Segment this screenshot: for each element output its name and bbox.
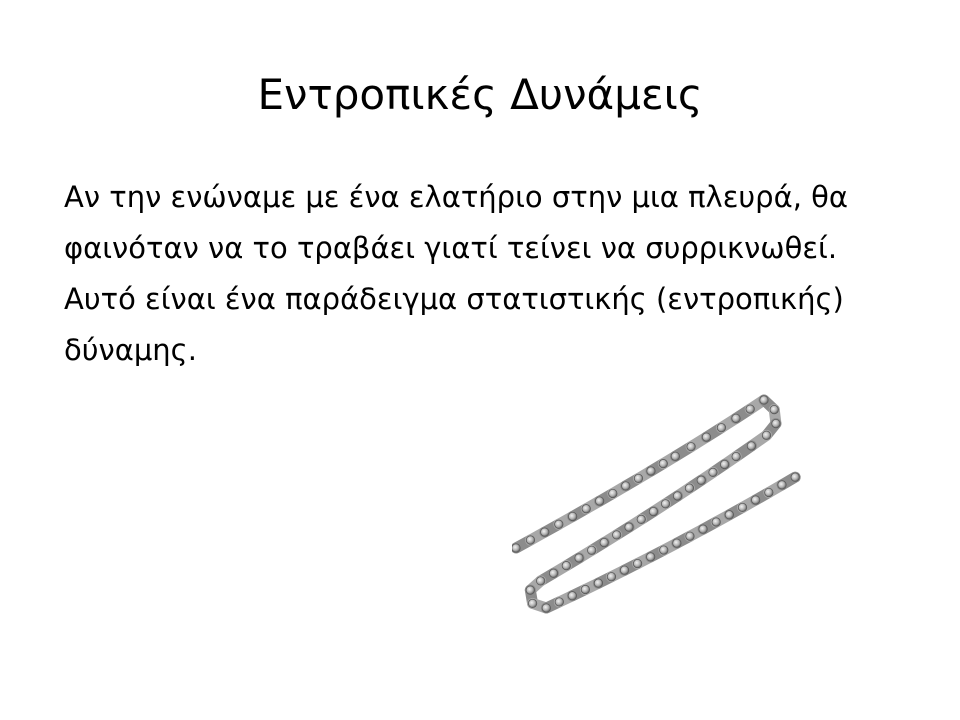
- chain-pin: [647, 467, 655, 475]
- chain-pin: [634, 474, 642, 482]
- chain-pin: [568, 592, 576, 600]
- chain-pin: [686, 532, 694, 540]
- chain-pin: [649, 507, 657, 515]
- chain-pin: [581, 585, 589, 593]
- chain-pin: [725, 511, 733, 519]
- chain-pin: [765, 488, 773, 496]
- chain-pin: [770, 405, 778, 413]
- chain-pin: [659, 459, 667, 467]
- chain-pin: [542, 604, 550, 612]
- chain-pin: [732, 414, 740, 422]
- chain-pin: [528, 599, 536, 607]
- chain-pin: [762, 431, 770, 439]
- chain-pin: [732, 452, 740, 460]
- chain-pin: [717, 423, 725, 431]
- slide-body-text: Αν την ενώναμε με ένα ελατήριο στην μια πλευρά, θα φαινόταν να το τραβάει γιατί τείνει να συρρικνωθεί. Αυτό είναι ένα παράδειγμα στατιστικής (εντροπικής) δύναμης.: [64, 180, 848, 367]
- chain-pin: [612, 531, 620, 539]
- chain-pin: [720, 460, 728, 468]
- chain-pin: [661, 500, 669, 508]
- chain-pin: [562, 561, 570, 569]
- chain-pin: [600, 538, 608, 546]
- slide-title: Εντροπικές Δυνάμεις: [257, 70, 703, 119]
- chain-pin: [709, 468, 717, 476]
- chain-pin: [582, 505, 590, 513]
- chain-pin: [555, 520, 563, 528]
- chain-pin: [526, 586, 534, 594]
- chain-pin: [673, 539, 681, 547]
- chain-pin: [738, 503, 746, 511]
- chain-pin: [685, 484, 693, 492]
- chain-pin: [620, 566, 628, 574]
- chain-pin: [646, 553, 654, 561]
- chain-pin: [699, 525, 707, 533]
- chain-pin: [702, 433, 710, 441]
- chain-pin: [607, 573, 615, 581]
- chain-pin: [712, 518, 720, 526]
- chain-pin: [595, 497, 603, 505]
- chain-pin: [772, 419, 780, 427]
- chain-pin: [687, 442, 695, 450]
- chain-pin: [778, 481, 786, 489]
- chain-pin: [747, 442, 755, 450]
- chain-pin: [673, 492, 681, 500]
- chain-pin: [622, 482, 630, 490]
- chain-pin: [609, 489, 617, 497]
- chain-pin: [697, 476, 705, 484]
- chain-pin: [751, 496, 759, 504]
- chain-pin: [526, 536, 534, 544]
- chain-pin: [625, 523, 633, 531]
- chain-pin: [633, 559, 641, 567]
- chain-pin: [536, 577, 544, 585]
- chain-pin: [637, 515, 645, 523]
- chain-pin: [568, 512, 576, 520]
- chain-pin: [587, 546, 595, 554]
- chain-pin: [594, 579, 602, 587]
- chain-pin: [671, 452, 679, 460]
- chain-pin: [746, 405, 754, 413]
- chain-pin: [541, 528, 549, 536]
- chain-pin: [512, 544, 520, 552]
- chain-pin: [791, 473, 799, 481]
- chain-pin: [760, 396, 768, 404]
- chain-pin: [575, 554, 583, 562]
- chain-pin: [549, 569, 557, 577]
- bicycle-chain-image: [512, 390, 812, 630]
- chain-pin: [555, 598, 563, 606]
- chain-pin: [660, 546, 668, 554]
